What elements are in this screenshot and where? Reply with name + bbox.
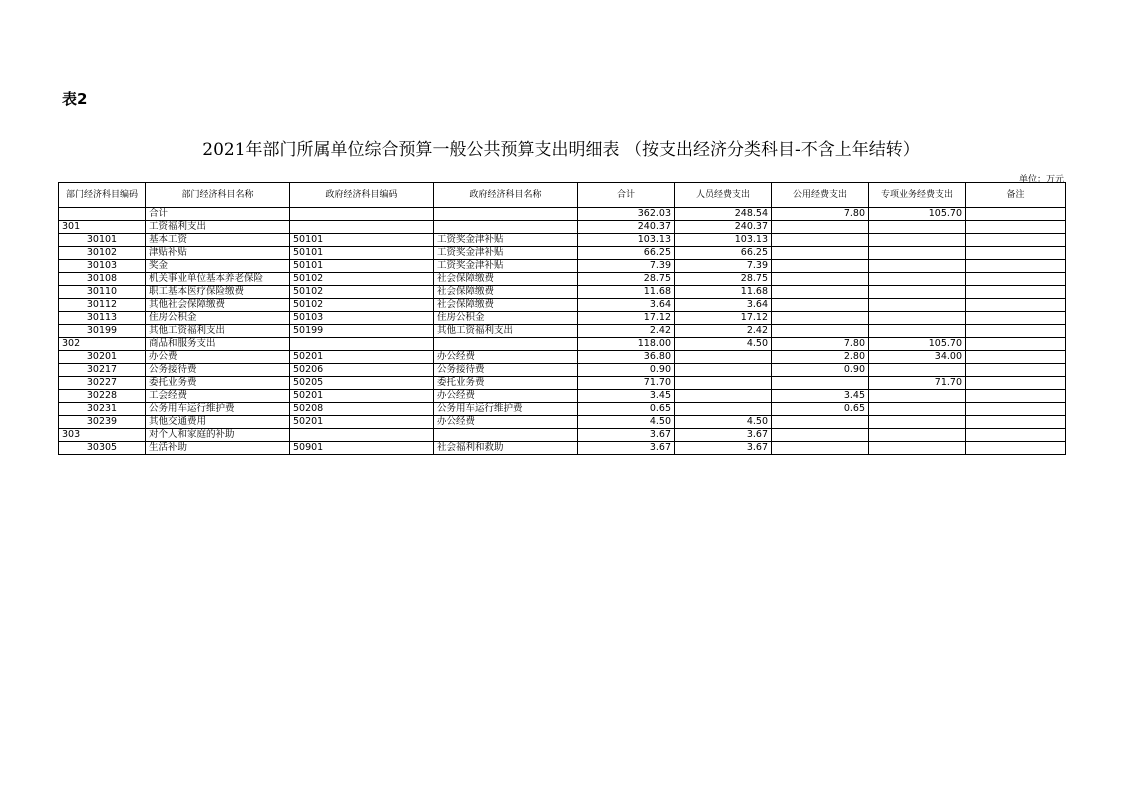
dept-name-cell: 其他工资福利支出 (146, 325, 290, 338)
special-cell (869, 416, 966, 429)
dept-code-cell: 30103 (59, 260, 146, 273)
gov-name-cell: 社会保障缴费 (434, 273, 578, 286)
total-cell: 28.75 (578, 273, 675, 286)
note-cell (966, 312, 1066, 325)
gov-code-cell: 50205 (290, 377, 434, 390)
dept-code-cell: 30110 (59, 286, 146, 299)
note-cell (966, 286, 1066, 299)
table-row (59, 260, 1066, 273)
dept-name-cell: 其他社会保障缴费 (146, 299, 290, 312)
personnel-cell: 11.68 (675, 286, 772, 299)
total-cell: 362.03 (578, 208, 675, 221)
dept-code-cell: 301 (59, 221, 146, 234)
table-row (59, 416, 1066, 429)
total-cell: 3.45 (578, 390, 675, 403)
total-cell: 7.39 (578, 260, 675, 273)
special-cell (869, 429, 966, 442)
table-row (59, 299, 1066, 312)
public-cell (772, 273, 869, 286)
dept-code-cell: 30239 (59, 416, 146, 429)
public-cell: 3.45 (772, 390, 869, 403)
personnel-cell: 4.50 (675, 416, 772, 429)
total-cell: 0.90 (578, 364, 675, 377)
public-cell (772, 416, 869, 429)
gov-name-cell (434, 208, 578, 221)
gov-code-cell (290, 208, 434, 221)
dept-code-cell: 303 (59, 429, 146, 442)
public-cell (772, 429, 869, 442)
note-cell (966, 351, 1066, 364)
note-cell (966, 273, 1066, 286)
note-cell (966, 390, 1066, 403)
personnel-cell (675, 351, 772, 364)
gov-code-cell: 50101 (290, 234, 434, 247)
special-cell (869, 299, 966, 312)
dept-name-cell: 住房公积金 (146, 312, 290, 325)
gov-name-cell: 工资奖金津补贴 (434, 234, 578, 247)
dept-code-cell: 30228 (59, 390, 146, 403)
note-cell (966, 260, 1066, 273)
public-cell (772, 234, 869, 247)
total-cell: 240.37 (578, 221, 675, 234)
dept-code-cell: 30227 (59, 377, 146, 390)
gov-name-cell: 工资奖金津补贴 (434, 247, 578, 260)
public-cell (772, 442, 869, 455)
gov-code-cell: 50103 (290, 312, 434, 325)
gov-name-cell (434, 429, 578, 442)
note-cell (966, 208, 1066, 221)
gov-code-cell: 50199 (290, 325, 434, 338)
table-row (59, 234, 1066, 247)
total-cell: 3.67 (578, 429, 675, 442)
header-note: 备注 (966, 183, 1066, 208)
note-cell (966, 364, 1066, 377)
total-cell: 71.70 (578, 377, 675, 390)
dept-code-cell: 30113 (59, 312, 146, 325)
gov-code-cell: 50206 (290, 364, 434, 377)
special-cell (869, 221, 966, 234)
special-cell (869, 442, 966, 455)
dept-name-cell: 公务用车运行维护费 (146, 403, 290, 416)
dept-code-cell: 30231 (59, 403, 146, 416)
special-cell: 71.70 (869, 377, 966, 390)
gov-name-cell: 办公经费 (434, 351, 578, 364)
total-cell: 103.13 (578, 234, 675, 247)
note-cell (966, 221, 1066, 234)
total-cell: 3.67 (578, 442, 675, 455)
gov-code-cell: 50102 (290, 286, 434, 299)
dept-name-cell: 工会经费 (146, 390, 290, 403)
table-row (59, 221, 1066, 234)
total-cell: 66.25 (578, 247, 675, 260)
total-cell: 17.12 (578, 312, 675, 325)
table-row (59, 325, 1066, 338)
gov-code-cell (290, 338, 434, 351)
gov-code-cell: 50102 (290, 299, 434, 312)
public-cell: 2.80 (772, 351, 869, 364)
gov-name-cell: 办公经费 (434, 390, 578, 403)
header-total: 合计 (578, 183, 675, 208)
total-cell: 36.80 (578, 351, 675, 364)
gov-code-cell: 50201 (290, 390, 434, 403)
special-cell: 105.70 (869, 338, 966, 351)
dept-name-cell: 对个人和家庭的补助 (146, 429, 290, 442)
gov-code-cell: 50101 (290, 247, 434, 260)
header-dept-code: 部门经济科目编码 (59, 183, 146, 208)
special-cell: 34.00 (869, 351, 966, 364)
note-cell (966, 247, 1066, 260)
note-cell (966, 377, 1066, 390)
table-row (59, 351, 1066, 364)
note-cell (966, 442, 1066, 455)
dept-name-cell: 合计 (146, 208, 290, 221)
gov-code-cell (290, 221, 434, 234)
gov-name-cell (434, 338, 578, 351)
personnel-cell: 4.50 (675, 338, 772, 351)
special-cell: 105.70 (869, 208, 966, 221)
dept-name-cell: 办公费 (146, 351, 290, 364)
dept-code-cell: 30102 (59, 247, 146, 260)
gov-name-cell: 工资奖金津补贴 (434, 260, 578, 273)
personnel-cell: 17.12 (675, 312, 772, 325)
special-cell (869, 403, 966, 416)
note-cell (966, 429, 1066, 442)
table-header-row (59, 183, 1066, 208)
personnel-cell: 28.75 (675, 273, 772, 286)
dept-name-cell: 公务接待费 (146, 364, 290, 377)
personnel-cell: 3.67 (675, 429, 772, 442)
special-cell (869, 247, 966, 260)
table-row (59, 403, 1066, 416)
gov-code-cell: 50201 (290, 416, 434, 429)
total-cell: 118.00 (578, 338, 675, 351)
personnel-cell: 66.25 (675, 247, 772, 260)
dept-name-cell: 奖金 (146, 260, 290, 273)
special-cell (869, 273, 966, 286)
total-cell: 4.50 (578, 416, 675, 429)
public-cell (772, 260, 869, 273)
table-row (59, 390, 1066, 403)
note-cell (966, 416, 1066, 429)
dept-name-cell: 工资福利支出 (146, 221, 290, 234)
header-gov-code: 政府经济科目编码 (290, 183, 434, 208)
table-row (59, 273, 1066, 286)
table-row (59, 312, 1066, 325)
dept-name-cell: 基本工资 (146, 234, 290, 247)
note-cell (966, 403, 1066, 416)
dept-code-cell: 30199 (59, 325, 146, 338)
budget-table (58, 182, 1066, 455)
table-number: 表2 (62, 90, 88, 108)
personnel-cell (675, 403, 772, 416)
public-cell: 0.90 (772, 364, 869, 377)
note-cell (966, 338, 1066, 351)
header-gov-name: 政府经济科目名称 (434, 183, 578, 208)
table-row (59, 208, 1066, 221)
dept-name-cell: 生活补助 (146, 442, 290, 455)
public-cell (772, 299, 869, 312)
personnel-cell: 2.42 (675, 325, 772, 338)
gov-code-cell: 50102 (290, 273, 434, 286)
dept-name-cell: 其他交通费用 (146, 416, 290, 429)
public-cell (772, 221, 869, 234)
gov-name-cell: 社会保障缴费 (434, 299, 578, 312)
dept-code-cell: 30108 (59, 273, 146, 286)
gov-name-cell: 社会福利和救助 (434, 442, 578, 455)
note-cell (966, 325, 1066, 338)
personnel-cell: 3.64 (675, 299, 772, 312)
public-cell (772, 312, 869, 325)
dept-code-cell: 30201 (59, 351, 146, 364)
dept-name-cell: 机关事业单位基本养老保险 (146, 273, 290, 286)
gov-code-cell: 50201 (290, 351, 434, 364)
dept-name-cell: 津贴补贴 (146, 247, 290, 260)
gov-name-cell (434, 221, 578, 234)
unit-label: 单位：万元 (1018, 175, 1064, 185)
personnel-cell: 248.54 (675, 208, 772, 221)
gov-name-cell: 其他工资福利支出 (434, 325, 578, 338)
special-cell (869, 286, 966, 299)
dept-code-cell: 302 (59, 338, 146, 351)
gov-name-cell: 住房公积金 (434, 312, 578, 325)
gov-name-cell: 公务接待费 (434, 364, 578, 377)
total-cell: 11.68 (578, 286, 675, 299)
dept-code-cell (59, 208, 146, 221)
table-row (59, 442, 1066, 455)
table-row (59, 429, 1066, 442)
header-special: 专项业务经费支出 (869, 183, 966, 208)
dept-name-cell: 商品和服务支出 (146, 338, 290, 351)
page-title: 2021年部门所属单位综合预算一般公共预算支出明细表 （按支出经济分类科目-不含上年结转） (202, 140, 920, 160)
public-cell: 7.80 (772, 338, 869, 351)
special-cell (869, 325, 966, 338)
header-dept-name: 部门经济科目名称 (146, 183, 290, 208)
gov-code-cell: 50208 (290, 403, 434, 416)
gov-code-cell: 50901 (290, 442, 434, 455)
gov-name-cell: 办公经费 (434, 416, 578, 429)
table-row (59, 338, 1066, 351)
dept-code-cell: 30112 (59, 299, 146, 312)
table-row (59, 286, 1066, 299)
special-cell (869, 234, 966, 247)
personnel-cell: 103.13 (675, 234, 772, 247)
header-public: 公用经费支出 (772, 183, 869, 208)
dept-name-cell: 职工基本医疗保险缴费 (146, 286, 290, 299)
note-cell (966, 234, 1066, 247)
gov-code-cell: 50101 (290, 260, 434, 273)
public-cell (772, 325, 869, 338)
public-cell: 7.80 (772, 208, 869, 221)
personnel-cell (675, 364, 772, 377)
table-row (59, 364, 1066, 377)
table-row (59, 247, 1066, 260)
personnel-cell: 240.37 (675, 221, 772, 234)
personnel-cell (675, 390, 772, 403)
dept-code-cell: 30305 (59, 442, 146, 455)
dept-code-cell: 30217 (59, 364, 146, 377)
header-personnel: 人员经费支出 (675, 183, 772, 208)
total-cell: 2.42 (578, 325, 675, 338)
public-cell (772, 247, 869, 260)
table-row (59, 377, 1066, 390)
table-body (59, 208, 1066, 455)
special-cell (869, 390, 966, 403)
public-cell: 0.65 (772, 403, 869, 416)
public-cell (772, 286, 869, 299)
special-cell (869, 364, 966, 377)
gov-name-cell: 委托业务费 (434, 377, 578, 390)
dept-name-cell: 委托业务费 (146, 377, 290, 390)
special-cell (869, 312, 966, 325)
personnel-cell: 7.39 (675, 260, 772, 273)
personnel-cell (675, 377, 772, 390)
note-cell (966, 299, 1066, 312)
gov-name-cell: 公务用车运行维护费 (434, 403, 578, 416)
total-cell: 3.64 (578, 299, 675, 312)
gov-code-cell (290, 429, 434, 442)
public-cell (772, 377, 869, 390)
gov-name-cell: 社会保障缴费 (434, 286, 578, 299)
personnel-cell: 3.67 (675, 442, 772, 455)
special-cell (869, 260, 966, 273)
total-cell: 0.65 (578, 403, 675, 416)
dept-code-cell: 30101 (59, 234, 146, 247)
